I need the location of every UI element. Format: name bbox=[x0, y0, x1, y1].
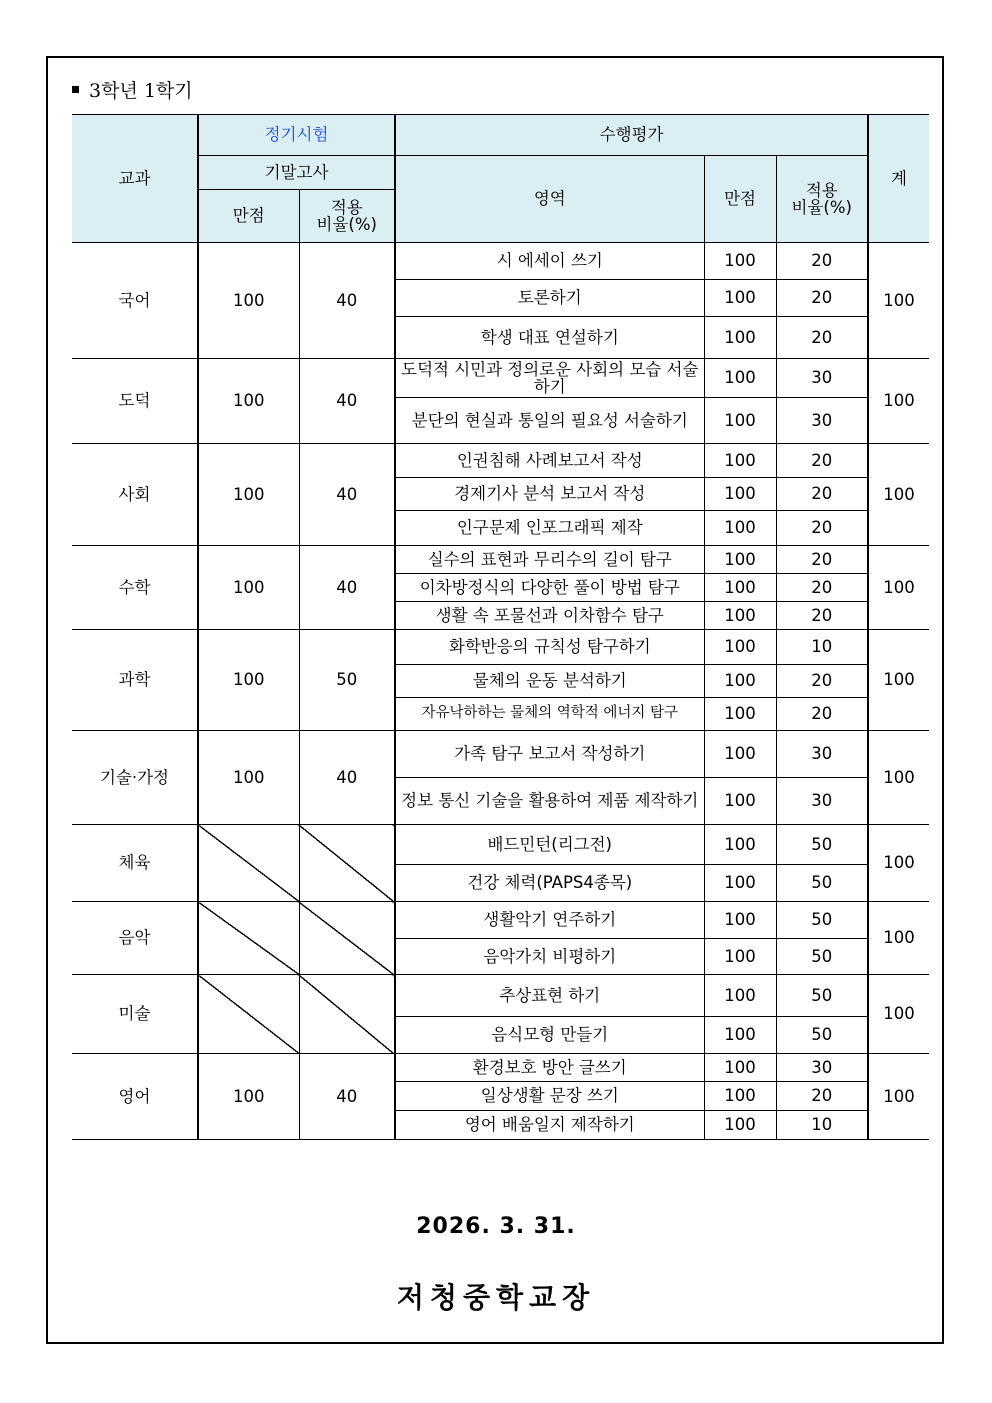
exam-max-score: 100 bbox=[198, 546, 299, 630]
exam-max-score: 100 bbox=[198, 444, 299, 546]
exam-apply-ratio: 40 bbox=[299, 546, 395, 630]
exam-max-score: 100 bbox=[198, 359, 299, 444]
task-max-score: 100 bbox=[704, 546, 776, 574]
task-area: 일상생활 문장 쓰기 bbox=[395, 1082, 704, 1111]
task-area: 도덕적 시민과 정의로운 사회의 모습 서술하기 bbox=[395, 359, 704, 398]
header-exam-ratio-line2: 비율(%) bbox=[316, 215, 377, 234]
task-apply-ratio: 20 bbox=[776, 317, 868, 359]
task-area: 인구문제 인포그래픽 제작 bbox=[395, 511, 704, 546]
exam-not-applicable bbox=[198, 975, 299, 1054]
subject-name: 체육 bbox=[72, 825, 198, 902]
task-max-score: 100 bbox=[704, 731, 776, 778]
task-area: 음악가치 비평하기 bbox=[395, 939, 704, 975]
task-apply-ratio: 20 bbox=[776, 1082, 868, 1111]
task-apply-ratio: 30 bbox=[776, 731, 868, 778]
task-apply-ratio: 30 bbox=[776, 778, 868, 825]
document-date: 2026. 3. 31. bbox=[416, 1214, 576, 1239]
task-max-score: 100 bbox=[704, 778, 776, 825]
subject-total: 100 bbox=[868, 825, 929, 902]
exam-max-score: 100 bbox=[198, 1054, 299, 1140]
task-max-score: 100 bbox=[704, 939, 776, 975]
header-regular-exam: 정기시험 bbox=[198, 115, 395, 156]
task-max-score: 100 bbox=[704, 630, 776, 665]
subject-name: 영어 bbox=[72, 1054, 198, 1140]
task-max-score: 100 bbox=[704, 1082, 776, 1111]
subject-total: 100 bbox=[868, 902, 929, 975]
task-max-score: 100 bbox=[704, 902, 776, 939]
header-final-exam: 기말고사 bbox=[198, 156, 395, 190]
exam-max-score: 100 bbox=[198, 630, 299, 731]
header-perf-ratio-line2: 비율(%) bbox=[791, 198, 852, 217]
table-row bbox=[72, 359, 929, 398]
task-area: 가족 탐구 보고서 작성하기 bbox=[395, 731, 704, 778]
exam-not-applicable bbox=[198, 825, 299, 902]
table-row bbox=[72, 546, 929, 574]
task-area: 실수의 표현과 무리수의 길이 탐구 bbox=[395, 546, 704, 574]
subject-name: 기술·가정 bbox=[72, 731, 198, 825]
exam-apply-ratio: 40 bbox=[299, 1054, 395, 1140]
subject-total: 100 bbox=[868, 243, 929, 359]
task-max-score: 100 bbox=[704, 359, 776, 398]
task-apply-ratio: 30 bbox=[776, 1054, 868, 1082]
task-apply-ratio: 20 bbox=[776, 280, 868, 317]
square-bullet-icon bbox=[72, 86, 79, 93]
subject-name: 수학 bbox=[72, 546, 198, 630]
task-area: 인권침해 사례보고서 작성 bbox=[395, 444, 704, 478]
subject-name: 사회 bbox=[72, 444, 198, 546]
task-area: 시 에세이 쓰기 bbox=[395, 243, 704, 280]
task-area: 음식모형 만들기 bbox=[395, 1017, 704, 1054]
exam-max-score: 100 bbox=[198, 243, 299, 359]
task-max-score: 100 bbox=[704, 280, 776, 317]
task-max-score: 100 bbox=[704, 825, 776, 865]
table-row bbox=[72, 444, 929, 478]
task-max-score: 100 bbox=[704, 1017, 776, 1054]
table-header bbox=[72, 115, 929, 243]
task-apply-ratio: 10 bbox=[776, 630, 868, 665]
task-apply-ratio: 20 bbox=[776, 243, 868, 280]
task-apply-ratio: 50 bbox=[776, 902, 868, 939]
principal-signature: 저청중학교장 bbox=[396, 1281, 596, 1314]
subject-name: 도덕 bbox=[72, 359, 198, 444]
task-max-score: 100 bbox=[704, 511, 776, 546]
task-apply-ratio: 20 bbox=[776, 602, 868, 630]
subject-name: 국어 bbox=[72, 243, 198, 359]
task-area: 정보 통신 기술을 활용하여 제품 제작하기 bbox=[395, 778, 704, 825]
subject-total: 100 bbox=[868, 444, 929, 546]
task-area: 영어 배움일지 제작하기 bbox=[395, 1111, 704, 1140]
table-row bbox=[72, 1054, 929, 1082]
exam-apply-ratio: 40 bbox=[299, 243, 395, 359]
table-row bbox=[72, 825, 929, 865]
table-body bbox=[72, 243, 929, 1140]
task-apply-ratio: 50 bbox=[776, 975, 868, 1017]
table-row bbox=[72, 731, 929, 778]
task-max-score: 100 bbox=[704, 1111, 776, 1140]
task-apply-ratio: 20 bbox=[776, 444, 868, 478]
section-heading-text: 3학년 1학기 bbox=[89, 79, 193, 102]
header-exam-ratio bbox=[299, 190, 395, 243]
task-max-score: 100 bbox=[704, 698, 776, 731]
header-perf-ratio bbox=[776, 156, 868, 243]
header-area: 영역 bbox=[395, 156, 704, 243]
exam-not-applicable bbox=[299, 902, 395, 975]
task-area: 화학반응의 규칙성 탐구하기 bbox=[395, 630, 704, 665]
task-apply-ratio: 50 bbox=[776, 825, 868, 865]
exam-not-applicable bbox=[299, 975, 395, 1054]
subject-total: 100 bbox=[868, 546, 929, 630]
task-area: 배드민턴(리그전) bbox=[395, 825, 704, 865]
task-area: 분단의 현실과 통일의 필요성 서술하기 bbox=[395, 398, 704, 444]
section-heading bbox=[72, 74, 193, 104]
header-subject: 교과 bbox=[72, 115, 198, 243]
task-max-score: 100 bbox=[704, 865, 776, 902]
task-apply-ratio: 50 bbox=[776, 1017, 868, 1054]
task-area: 건강 체력(PAPS4종목) bbox=[395, 865, 704, 902]
task-max-score: 100 bbox=[704, 243, 776, 280]
task-apply-ratio: 20 bbox=[776, 698, 868, 731]
task-apply-ratio: 30 bbox=[776, 398, 868, 444]
task-area: 생활악기 연주하기 bbox=[395, 902, 704, 939]
task-max-score: 100 bbox=[704, 317, 776, 359]
task-max-score: 100 bbox=[704, 1054, 776, 1082]
subject-name: 음악 bbox=[72, 902, 198, 975]
task-apply-ratio: 50 bbox=[776, 939, 868, 975]
header-total: 계 bbox=[868, 115, 929, 243]
task-area: 경제기사 분석 보고서 작성 bbox=[395, 478, 704, 511]
subject-total: 100 bbox=[868, 630, 929, 731]
header-perf-max: 만점 bbox=[704, 156, 776, 243]
task-apply-ratio: 30 bbox=[776, 359, 868, 398]
subject-total: 100 bbox=[868, 359, 929, 444]
exam-max-score: 100 bbox=[198, 731, 299, 825]
task-area: 추상표현 하기 bbox=[395, 975, 704, 1017]
exam-apply-ratio: 40 bbox=[299, 731, 395, 825]
exam-apply-ratio: 40 bbox=[299, 359, 395, 444]
subject-total: 100 bbox=[868, 1054, 929, 1140]
task-apply-ratio: 20 bbox=[776, 478, 868, 511]
subject-name: 미술 bbox=[72, 975, 198, 1054]
table-row bbox=[72, 243, 929, 280]
evaluation-table bbox=[72, 114, 929, 1140]
table-row bbox=[72, 902, 929, 939]
table-row bbox=[72, 630, 929, 665]
task-apply-ratio: 20 bbox=[776, 546, 868, 574]
exam-not-applicable bbox=[198, 902, 299, 975]
task-area: 학생 대표 연설하기 bbox=[395, 317, 704, 359]
exam-apply-ratio: 40 bbox=[299, 444, 395, 546]
subject-total: 100 bbox=[868, 731, 929, 825]
task-max-score: 100 bbox=[704, 665, 776, 698]
subject-total: 100 bbox=[868, 975, 929, 1054]
table-row bbox=[72, 975, 929, 1017]
subject-name: 과학 bbox=[72, 630, 198, 731]
header-performance: 수행평가 bbox=[395, 115, 868, 156]
task-max-score: 100 bbox=[704, 975, 776, 1017]
task-area: 자유낙하하는 물체의 역학적 에너지 탐구 bbox=[395, 698, 704, 731]
task-area: 생활 속 포물선과 이차함수 탐구 bbox=[395, 602, 704, 630]
header-perf-ratio-line1: 적용 bbox=[805, 180, 838, 200]
task-max-score: 100 bbox=[704, 478, 776, 511]
exam-apply-ratio: 50 bbox=[299, 630, 395, 731]
task-apply-ratio: 20 bbox=[776, 574, 868, 602]
task-apply-ratio: 10 bbox=[776, 1111, 868, 1140]
task-apply-ratio: 20 bbox=[776, 665, 868, 698]
task-max-score: 100 bbox=[704, 444, 776, 478]
header-exam-max: 만점 bbox=[198, 190, 299, 243]
task-area: 이차방정식의 다양한 풀이 방법 탐구 bbox=[395, 574, 704, 602]
exam-not-applicable bbox=[299, 825, 395, 902]
task-area: 토론하기 bbox=[395, 280, 704, 317]
header-exam-ratio-line1: 적용 bbox=[330, 197, 363, 217]
task-area: 물체의 운동 분석하기 bbox=[395, 665, 704, 698]
task-apply-ratio: 20 bbox=[776, 511, 868, 546]
task-area: 환경보호 방안 글쓰기 bbox=[395, 1054, 704, 1082]
task-max-score: 100 bbox=[704, 398, 776, 444]
task-max-score: 100 bbox=[704, 574, 776, 602]
task-apply-ratio: 50 bbox=[776, 865, 868, 902]
task-max-score: 100 bbox=[704, 602, 776, 630]
